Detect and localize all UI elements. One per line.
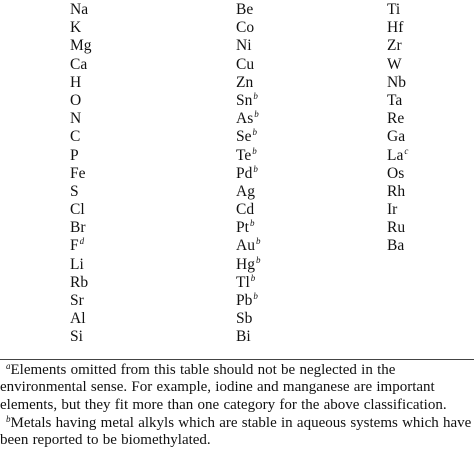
element-cell [70, 19, 92, 37]
element-symbol: Cd [236, 201, 255, 219]
element-cell [236, 165, 260, 183]
footnote-marker: b [250, 272, 256, 283]
element-cell [70, 219, 92, 237]
element-symbol: Ir [387, 201, 398, 219]
element-cell [236, 256, 260, 274]
element-cell [236, 92, 260, 110]
element-cell [70, 183, 92, 201]
footnote-text: Metals having metal alkyls which are stable in aqueous systems which have been reported to be biomethylated. [0, 414, 472, 449]
element-cell [387, 110, 408, 128]
footnote-marker: d [79, 236, 85, 247]
element-column-2 [236, 1, 260, 347]
element-cell [387, 147, 408, 165]
footnotes [0, 362, 474, 450]
element-symbol: Mg [70, 37, 92, 55]
element-symbol: Cu [236, 55, 255, 73]
element-cell [70, 128, 92, 146]
element-cell [387, 92, 408, 110]
element-symbol: Al [70, 310, 86, 328]
element-symbol: K [70, 19, 82, 37]
element-symbol: P [70, 146, 79, 164]
element-cell [387, 56, 408, 74]
element-symbol: C [70, 128, 81, 146]
element-symbol: Te [236, 146, 252, 164]
element-cell [236, 19, 260, 37]
footnote-marker: b [255, 236, 261, 247]
element-symbol: Ru [387, 219, 406, 237]
element-column-3 [387, 1, 408, 256]
element-symbol: Os [387, 164, 405, 182]
element-cell [70, 237, 92, 255]
element-cell [70, 92, 92, 110]
element-symbol: Sr [70, 292, 84, 309]
element-symbol: Sn [236, 91, 253, 109]
element-cell [236, 1, 260, 19]
element-symbol: As [236, 110, 254, 128]
element-cell [387, 201, 408, 219]
element-cell [236, 128, 260, 146]
element-symbol: W [387, 55, 402, 73]
element-cell [236, 237, 260, 255]
element-symbol: Se [236, 128, 252, 146]
element-cell [387, 183, 408, 201]
footnote-marker: b [253, 90, 258, 101]
element-symbol: Re [387, 110, 405, 128]
element-symbol: Pd [236, 164, 253, 182]
element-cell [387, 1, 408, 19]
element-cell [236, 274, 260, 292]
element-cell [387, 37, 408, 55]
footnote-marker: c [404, 145, 409, 156]
element-symbol: Fe [70, 164, 86, 182]
element-symbol: Hf [387, 19, 404, 37]
element-cell [387, 165, 408, 183]
element-cell [70, 274, 92, 292]
element-symbol: Ni [236, 37, 252, 55]
element-symbol: La [387, 146, 404, 164]
element-symbol: Rh [387, 182, 406, 200]
element-symbol: Ta [387, 91, 403, 109]
element-cell [70, 56, 92, 74]
footnote-marker: b [249, 218, 255, 229]
element-cell [70, 256, 92, 274]
footnote-text: Elements omitted from this table should not be neglected in the environmental sense. For example, iodine and manganese are important elements, but they fit more than one category for the above classification. [0, 362, 447, 413]
element-cell [70, 201, 92, 219]
element-cell [70, 147, 92, 165]
element-symbol: H [70, 73, 82, 91]
element-cell [236, 56, 260, 74]
element-symbol: Si [70, 328, 83, 346]
element-symbol: Rb [70, 273, 89, 291]
element-cell [236, 37, 260, 55]
element-symbol: Pb [236, 292, 253, 309]
element-symbol: Bi [236, 328, 251, 346]
element-cell [387, 19, 408, 37]
element-symbol: Sb [236, 310, 253, 328]
element-cell [236, 147, 260, 165]
element-cell [387, 128, 408, 146]
element-symbol: S [70, 182, 79, 200]
table-footnote-divider [0, 359, 474, 360]
element-cell [387, 237, 408, 255]
element-symbol: Pt [236, 219, 249, 237]
element-cell [387, 74, 408, 92]
element-cell [236, 110, 260, 128]
element-symbol: N [70, 110, 82, 128]
footnote-marker: b [6, 413, 11, 424]
element-symbol: Na [70, 1, 89, 18]
element-symbol: Br [70, 219, 86, 237]
element-cell [236, 328, 260, 346]
footnote-marker: b [253, 291, 258, 301]
element-symbol: Tl [236, 273, 250, 291]
element-cell [70, 328, 92, 346]
element-cell [70, 37, 92, 55]
footnote-marker: a [6, 361, 11, 371]
element-symbol: Ti [387, 1, 401, 18]
element-symbol: Be [236, 1, 254, 18]
element-cell [70, 310, 92, 328]
element-symbol: Co [236, 19, 255, 37]
element-symbol: F [70, 237, 79, 255]
element-symbol: Au [236, 237, 255, 255]
element-cell [70, 74, 92, 92]
element-symbol: Li [70, 255, 84, 273]
footnote-marker: b [253, 163, 258, 174]
element-cell [70, 110, 92, 128]
element-cell [236, 201, 260, 219]
element-cell [236, 219, 260, 237]
footnote-marker: b [255, 254, 261, 265]
element-symbol: Ag [236, 182, 255, 200]
element-symbol: O [70, 91, 82, 109]
footnote-b [0, 415, 474, 450]
element-symbol: Ga [387, 128, 406, 146]
element-symbol: Ba [387, 237, 405, 255]
element-cell [236, 292, 260, 310]
element-cell [387, 219, 408, 237]
element-symbol: Nb [387, 73, 406, 91]
element-symbol: Ca [70, 55, 88, 73]
element-cell [70, 1, 92, 19]
element-cell [70, 165, 92, 183]
footnote-marker: b [252, 145, 257, 156]
element-cell [70, 292, 92, 310]
element-cell [236, 74, 260, 92]
element-symbol: Zr [387, 37, 402, 55]
element-cell [236, 310, 260, 328]
element-symbol: Cl [70, 201, 85, 219]
footnote-a [0, 362, 474, 414]
element-column-1 [70, 1, 92, 347]
element-symbol: Zn [236, 73, 254, 91]
footnote-marker: b [252, 127, 257, 138]
element-symbol: Hg [236, 255, 255, 273]
footnote-marker: b [254, 109, 259, 120]
element-cell [236, 183, 260, 201]
